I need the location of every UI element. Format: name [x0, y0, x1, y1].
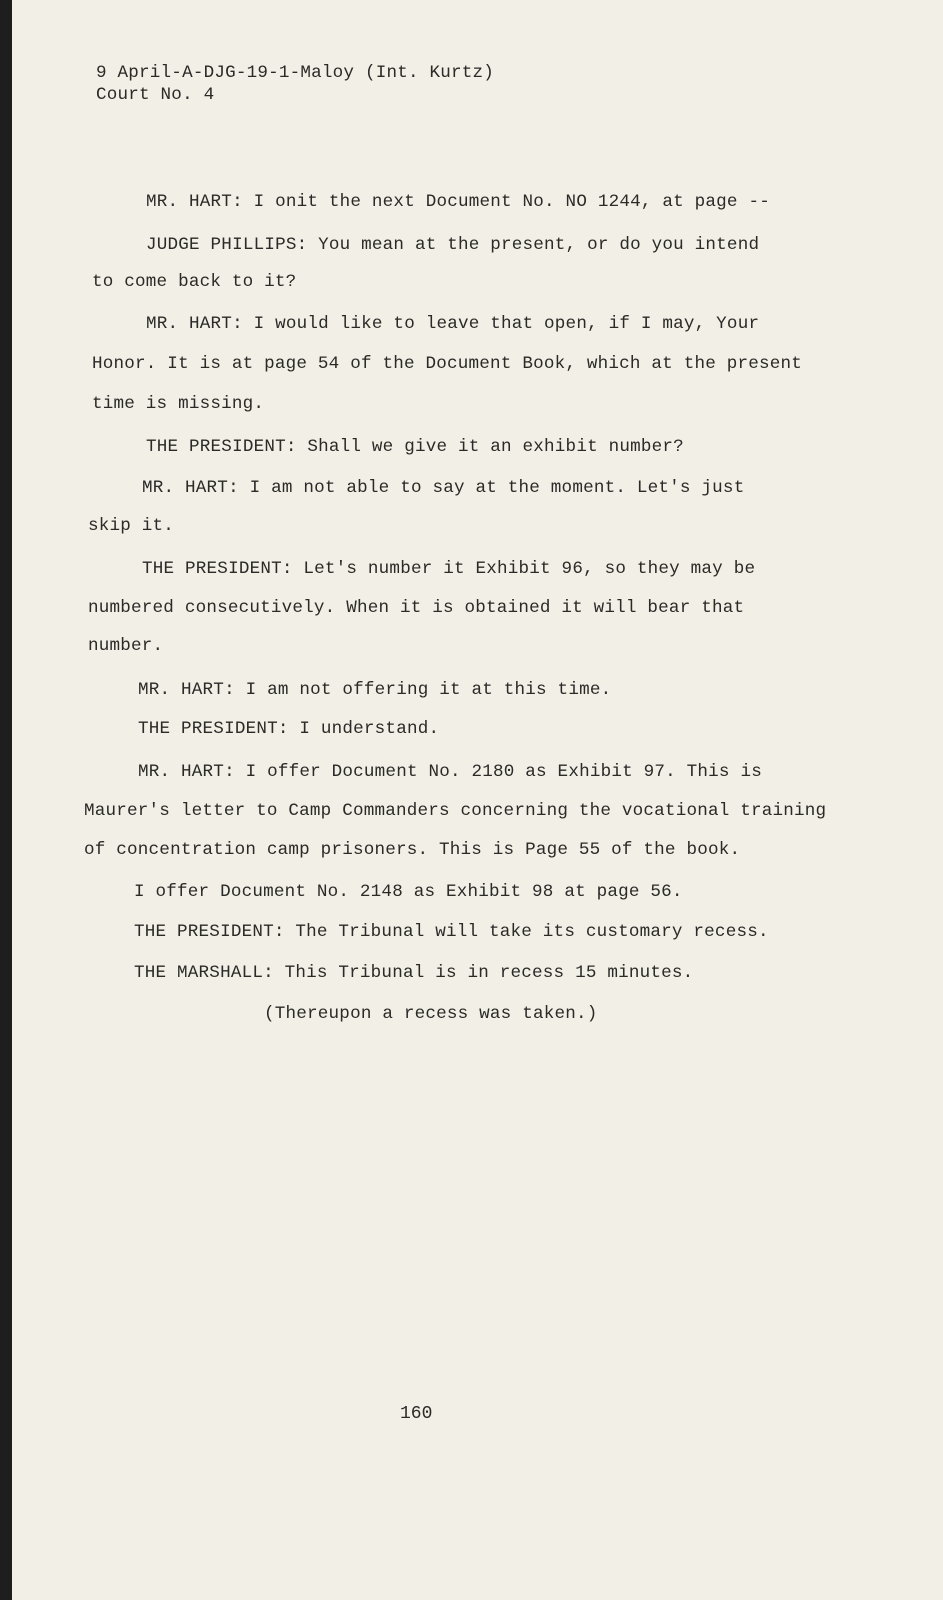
transcript-line: numbered consecutively. When it is obtained it will bear that: [88, 598, 745, 618]
document-page: [12, 0, 943, 1600]
header-line-1: 9 April-A-DJG-19-1-Maloy (Int. Kurtz): [96, 63, 495, 83]
transcript-line: to come back to it?: [92, 272, 297, 292]
transcript-line: THE PRESIDENT: The Tribunal will take its customary recess.: [134, 922, 769, 942]
transcript-line: (Thereupon a recess was taken.): [264, 1004, 598, 1024]
page-number: 160: [400, 1404, 433, 1424]
transcript-line: JUDGE PHILLIPS: You mean at the present, or do you intend: [146, 235, 760, 255]
transcript-line: MR. HART: I am not able to say at the moment. Let's just: [142, 478, 745, 498]
transcript-line: skip it.: [88, 516, 175, 536]
transcript-line: Maurer's letter to Camp Commanders concerning the vocational training: [84, 801, 827, 821]
transcript-line: THE PRESIDENT: Shall we give it an exhibit number?: [146, 437, 684, 457]
transcript-line: time is missing.: [92, 394, 265, 414]
header-line-2: Court No. 4: [96, 85, 215, 105]
transcript-line: THE MARSHALL: This Tribunal is in recess 15 minutes.: [134, 963, 694, 983]
transcript-line: MR. HART: I am not offering it at this time.: [138, 680, 612, 700]
transcript-line: THE PRESIDENT: I understand.: [138, 719, 440, 739]
transcript-line: MR. HART: I onit the next Document No. NO 1244, at page --: [146, 192, 770, 212]
transcript-line: Honor. It is at page 54 of the Document Book, which at the present: [92, 354, 803, 374]
transcript-line: MR. HART: I would like to leave that open, if I may, Your: [146, 314, 760, 334]
transcript-line: of concentration camp prisoners. This is Page 55 of the book.: [84, 840, 741, 860]
transcript-line: I offer Document No. 2148 as Exhibit 98 at page 56.: [134, 882, 683, 902]
transcript-line: MR. HART: I offer Document No. 2180 as Exhibit 97. This is: [138, 762, 762, 782]
transcript-line: number.: [88, 636, 164, 656]
transcript-line: THE PRESIDENT: Let's number it Exhibit 96, so they may be: [142, 559, 756, 579]
